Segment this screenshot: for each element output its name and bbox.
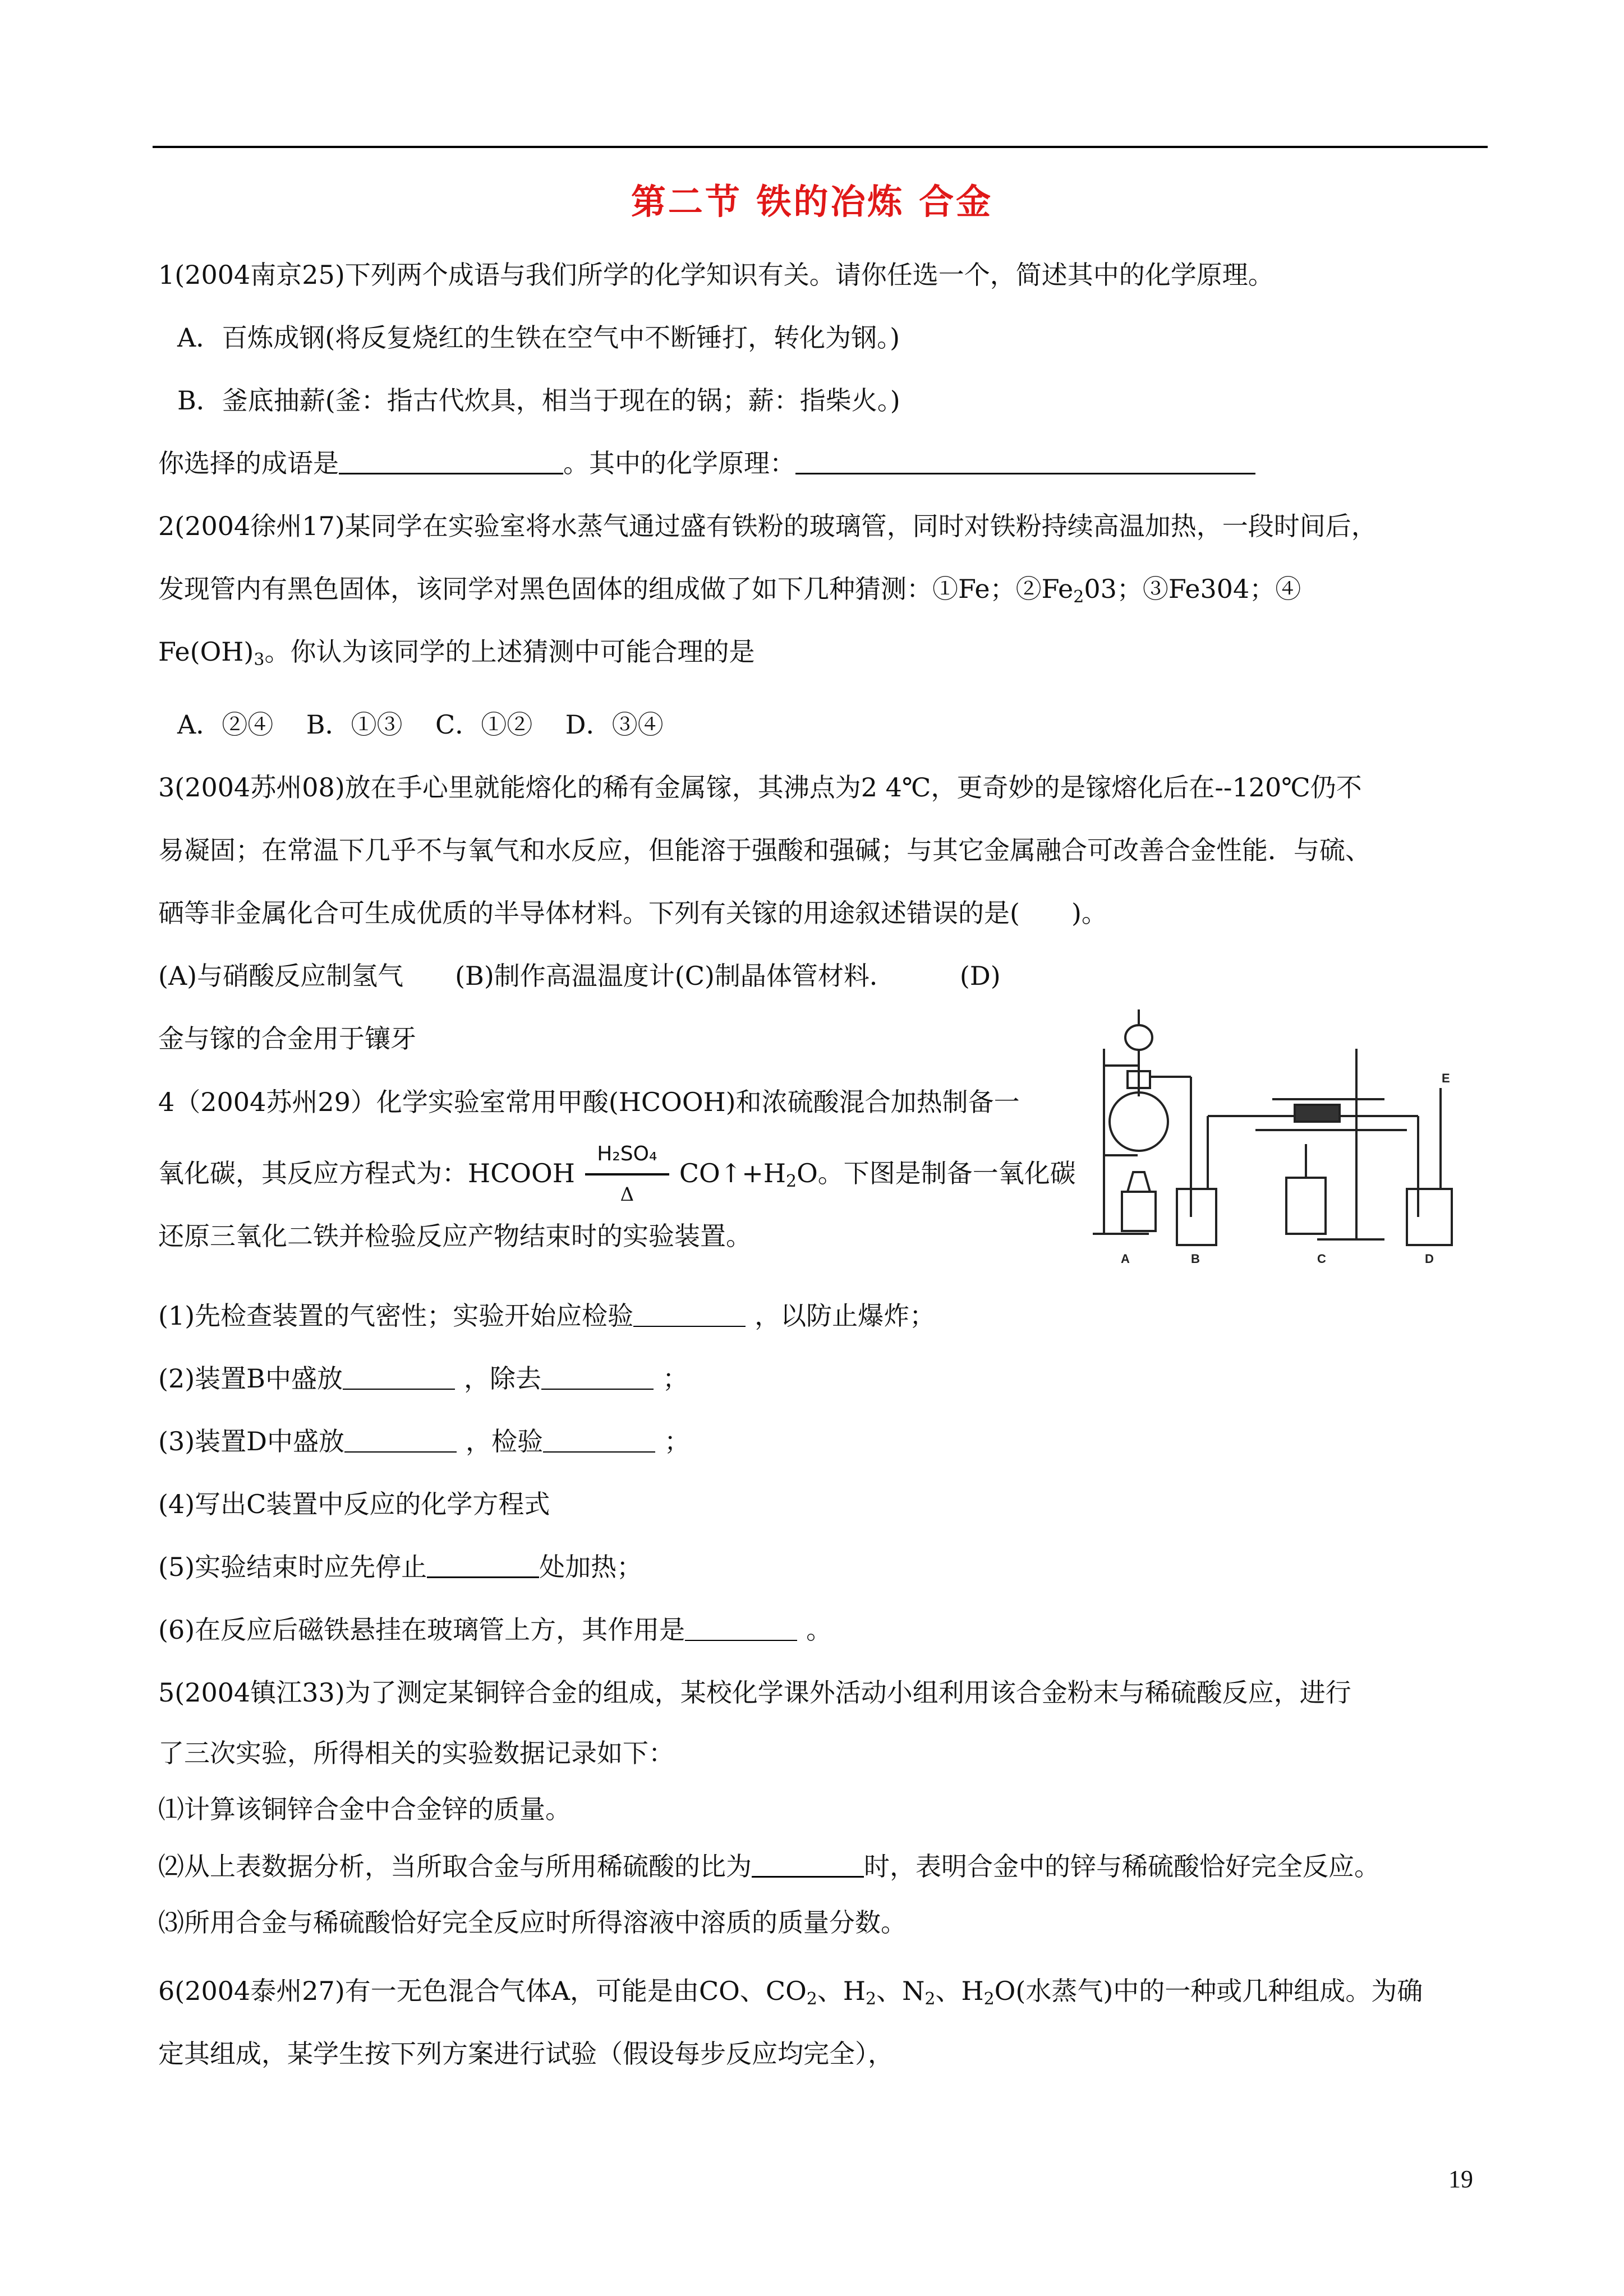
q1-answer-line [158, 446, 1255, 480]
q4-line1: 4（2004苏州29）化学实验室常用甲酸(HCOOH)和浓硫酸混合加热制备一 [158, 1087, 1020, 1117]
q6-line1-text-e: O(水蒸气)中的一种或几种组成。为确 [994, 1976, 1423, 2006]
label-c: C [1317, 1252, 1326, 1266]
q4-line2-text-c: O。下图是制备一氧化碳 [797, 1158, 1076, 1188]
reaction-bar [585, 1173, 669, 1175]
heat-symbol: Δ [620, 1183, 634, 1206]
q5-line2: 了三次实验，所得相关的实验数据记录如下： [158, 1738, 674, 1768]
q4-sub2-text: (2)装置B中盛放 [158, 1363, 343, 1394]
q5-line1: 5(2004镇江33)为了测定某铜锌合金的组成，某校化学课外活动小组利用该合金粉末与稀硫酸反应，进行 [158, 1677, 1351, 1708]
q4-sub2-text-b: ，除去 [463, 1363, 541, 1394]
q2-subscript-3: 3 [254, 650, 265, 670]
q4-sub6-text-b: 。 [806, 1615, 832, 1645]
label-a: A [1121, 1252, 1130, 1266]
q1-option-a: A．百炼成钢(将反复烧红的生铁在空气中不断锤打，转化为钢。) [177, 322, 900, 353]
q6-line1-text-d: 、H [935, 1976, 984, 2006]
q4-sub2-blank-1[interactable] [343, 1389, 455, 1390]
q4-sub4: (4)写出C装置中反应的化学方程式 [158, 1489, 550, 1519]
q4-sub3-blank-2[interactable] [543, 1451, 655, 1453]
q1-answer-middle: 。其中的化学原理： [563, 448, 795, 478]
q5-sub1: ⑴计算该铜锌合金中合金锌的质量。 [158, 1794, 571, 1824]
q6-subscript-4: 2 [983, 1989, 995, 2009]
reaction-condition [585, 1142, 669, 1206]
q4-sub2-blank-2[interactable] [541, 1389, 654, 1390]
q4-sub6-blank[interactable] [685, 1640, 797, 1641]
q4-sub5-text: (5)实验结束时应先停止 [158, 1552, 427, 1582]
q1-principle-blank[interactable] [795, 473, 1255, 474]
q4-sub1-blank[interactable] [633, 1326, 746, 1327]
q2-stem-line2-text-b: 03；③Fe304；④ [1084, 574, 1301, 604]
q4-sub1-text-b: ，以防止爆炸； [755, 1301, 936, 1331]
q6-subscript-1: 2 [806, 1989, 817, 2009]
q1-option-b: B．釜底抽薪(釜：指古代炊具，相当于现在的锅；薪：指柴火。) [177, 385, 900, 416]
q5-sub2-text: ⑵从上表数据分析，当所取合金与所用稀硫酸的比为 [158, 1851, 752, 1882]
q2-stem-line1: 2(2004徐州17)某同学在实验室将水蒸气通过盛有铁粉的玻璃管，同时对铁粉持续高温加热，一段时间后， [158, 511, 1377, 541]
q4-sub2 [158, 1362, 688, 1395]
q5-sub2-blank[interactable] [752, 1876, 864, 1878]
q6-line1-text: 6(2004泰州27)有一无色混合气体A，可能是由CO、CO [158, 1976, 807, 2006]
q4-sub6-text: (6)在反应后磁铁悬挂在玻璃管上方，其作用是 [158, 1615, 686, 1645]
page-title: 第二节 铁的冶炼 合金 [631, 181, 993, 222]
q2-stem-line3 [158, 635, 755, 668]
q6-subscript-3: 2 [924, 1989, 936, 2009]
label-b: B [1191, 1252, 1200, 1266]
label-d: D [1425, 1252, 1434, 1266]
q3-line3: 硒等非金属化合可生成优质的半导体材料。下列有关镓的用途叙述错误的是( )。 [158, 898, 1107, 928]
q6-subscript-2: 2 [866, 1989, 877, 2009]
q6-line1-text-b: 、H [817, 1976, 866, 2006]
q1-answer-prefix: 你选择的成语是 [158, 448, 339, 478]
q4-line2 [158, 1142, 1076, 1206]
q2-stem-line2 [158, 572, 1301, 606]
q4-line3: 还原三氧化二铁并检验反应产物结束时的实验装置。 [158, 1221, 752, 1251]
q3-line2: 易凝固；在常温下几乎不与氧气和水反应，但能溶于强酸和强碱；与其它金属融合可改善合金性能．与硫、 [158, 835, 1371, 865]
q1-idiom-blank[interactable] [339, 473, 563, 474]
q4-sub3 [158, 1424, 690, 1458]
q4-subscript: 2 [785, 1172, 797, 1191]
page-number: 19 [1448, 2165, 1473, 2193]
apparatus-diagram [1093, 1004, 1485, 1267]
apparatus-d [1407, 1088, 1452, 1245]
q4-sub3-text-b: ，检验 [466, 1426, 544, 1456]
apparatus-c [1255, 1049, 1407, 1239]
q3-line4: (A)与硝酸反应制氢气 (B)制作高温温度计(C)制晶体管材料． (D) [158, 961, 1001, 991]
q6-line1 [158, 1974, 1423, 2008]
q1-stem: 1(2004南京25)下列两个成语与我们所学的化学知识有关。请你任选一个，简述其中的化学原理。 [158, 260, 1274, 290]
q4-line2-text-b: CO↑+H [679, 1158, 786, 1188]
q4-sub5-blank[interactable] [427, 1576, 539, 1578]
q5-sub3: ⑶所用合金与稀硫酸恰好完全反应时所得溶液中溶质的质量分数。 [158, 1907, 907, 1938]
q3-line5: 金与镓的合金用于镶牙 [158, 1023, 416, 1054]
q4-sub1 [158, 1299, 935, 1333]
label-e: E [1442, 1071, 1450, 1085]
q4-sub3-text-c: ； [664, 1426, 691, 1456]
header-rule [153, 146, 1488, 148]
q3-line1: 3(2004苏州08)放在手心里就能熔化的稀有金属镓，其沸点为2 4℃，更奇妙的是镓熔化后在--120℃仍不 [158, 772, 1362, 803]
q6-line2: 定其组成，某学生按下列方案进行试验（假设每步反应均完全）， [158, 2039, 894, 2069]
q4-sub6 [158, 1613, 832, 1647]
q2-subscript: 2 [1073, 587, 1084, 607]
q4-sub3-text: (3)装置D中盛放 [158, 1426, 345, 1456]
q4-sub5 [158, 1550, 642, 1584]
catalyst-label: H₂SO₄ [597, 1142, 657, 1165]
q2-options: A．②④ B．①③ C．①② D．③④ [177, 709, 664, 740]
apparatus-b [1177, 1077, 1267, 1245]
q4-sub2-text-c: ； [662, 1363, 688, 1394]
q5-sub2-text-b: 时，表明合金中的锌与稀硫酸恰好完全反应。 [864, 1851, 1380, 1882]
q2-stem-line3-text: Fe(OH) [158, 637, 254, 667]
q2-stem-line3-text-b: 。你认为该同学的上述猜测中可能合理的是 [264, 637, 755, 667]
q4-line2-text: 氧化碳，其反应方程式为：HCOOH [158, 1158, 575, 1188]
q5-sub2 [158, 1850, 1380, 1883]
q6-line1-text-c: 、N [876, 1976, 925, 2006]
q4-sub5-text-b: 处加热； [539, 1552, 643, 1582]
q4-sub3-blank-1[interactable] [344, 1451, 457, 1453]
q2-stem-line2-text: 发现管内有黑色固体，该同学对黑色固体的组成做了如下几种猜测：①Fe；②Fe [158, 574, 1074, 604]
q4-sub1-text: (1)先检查装置的气密性；实验开始应检验 [158, 1301, 634, 1331]
